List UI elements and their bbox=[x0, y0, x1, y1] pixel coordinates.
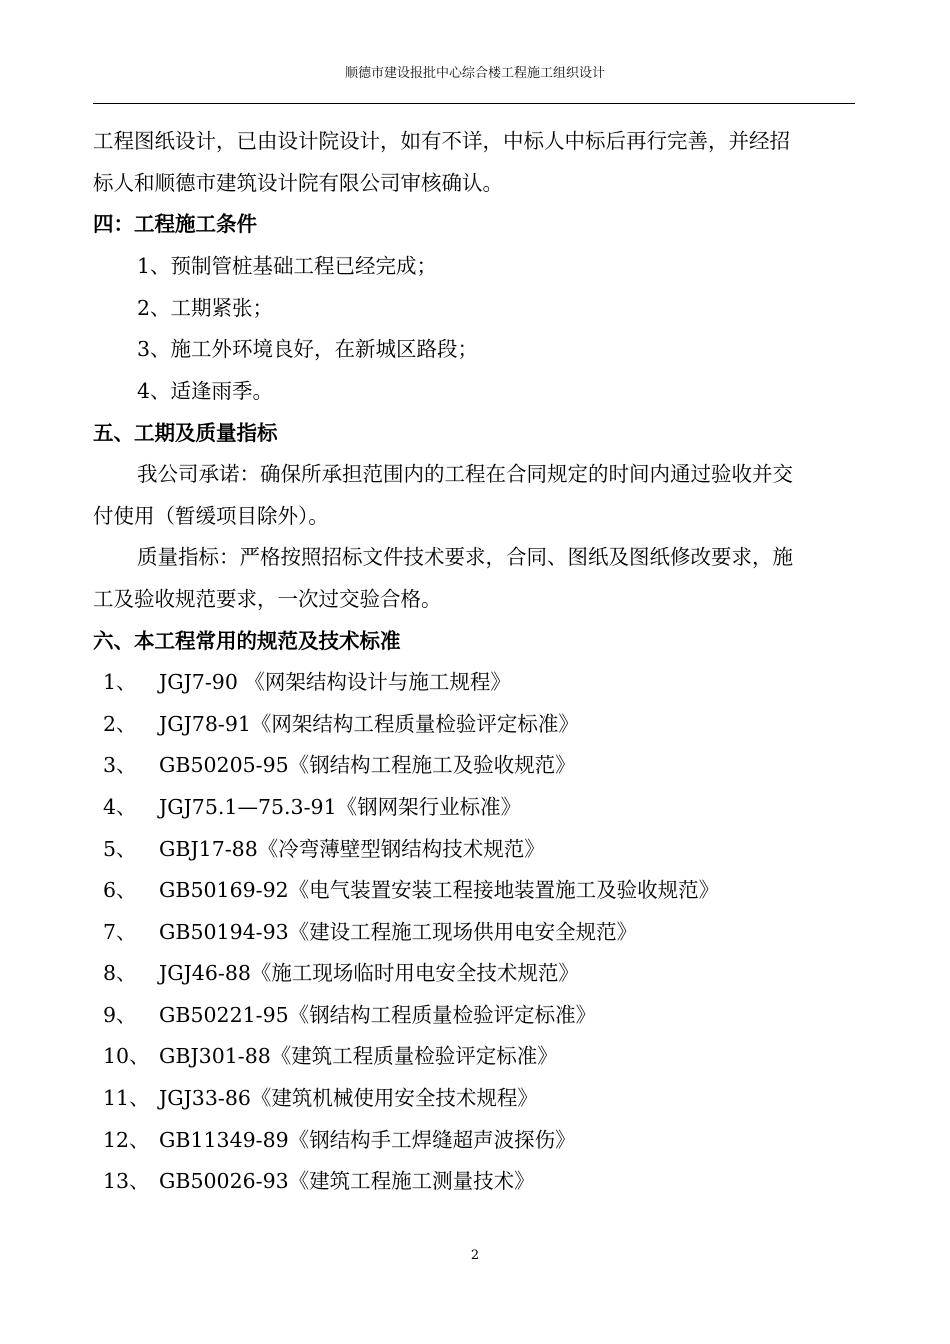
list-item-number: 11、 bbox=[103, 1086, 150, 1110]
condition-item: 2、工期紧张； bbox=[137, 296, 274, 320]
list-item-text: GB50194-93《建设工程施工现场供用电安全规范》 bbox=[159, 920, 638, 944]
list-item-text: JGJ46-88《施工现场临时用电安全技术规范》 bbox=[159, 961, 579, 985]
list-item-text: GBJ17-88《冷弯薄壁型钢结构技术规范》 bbox=[159, 837, 545, 861]
list-item-number: 6、 bbox=[103, 878, 137, 902]
condition-item: 1、预制管桩基础工程已经完成； bbox=[137, 254, 438, 278]
list-item-number: 1、 bbox=[103, 670, 137, 694]
condition-item: 4、适逢雨季。 bbox=[137, 379, 274, 403]
commitment-line-1: 我公司承诺：确保所承担范围内的工程在合同规定的时间内通过验收并交 bbox=[137, 462, 793, 486]
list-item-text: GB50205-95《钢结构工程施工及验收规范》 bbox=[159, 753, 576, 777]
intro-line-2: 标人和顺德市建筑设计院有限公司审核确认。 bbox=[93, 171, 503, 195]
list-item-number: 2、 bbox=[103, 712, 137, 736]
list-item-number: 10、 bbox=[103, 1044, 150, 1068]
quality-line-2: 工及验收规范要求，一次过交验合格。 bbox=[93, 587, 442, 611]
document-title: 顺德市建设报批中心综合楼工程施工组织设计 bbox=[344, 66, 605, 81]
commitment-line-2: 付使用（暂缓项目除外）。 bbox=[93, 504, 329, 528]
list-item-number: 8、 bbox=[103, 961, 137, 985]
list-item-number: 3、 bbox=[103, 753, 137, 777]
list-item-text: GB11349-89《钢结构手工焊缝超声波探伤》 bbox=[159, 1128, 576, 1152]
list-item-number: 12、 bbox=[103, 1128, 150, 1152]
section-6-heading: 六、本工程常用的规范及技术标准 bbox=[93, 629, 401, 653]
list-item-number: 4、 bbox=[103, 795, 137, 819]
list-item-text: GB50026-93《建筑工程施工测量技术》 bbox=[159, 1169, 535, 1193]
list-item-text: JGJ33-86《建筑机械使用安全技术规程》 bbox=[159, 1086, 538, 1110]
list-item-number: 9、 bbox=[103, 1003, 137, 1027]
list-item-text: JGJ7-90 《网架结构设计与施工规程》 bbox=[159, 670, 511, 694]
header-divider bbox=[93, 103, 855, 104]
list-item-number: 7、 bbox=[103, 920, 137, 944]
list-item-text: GB50221-95《钢结构工程质量检验评定标准》 bbox=[159, 1003, 597, 1027]
list-item-text: JGJ75.1—75.3-91《钢网架行业标准》 bbox=[159, 795, 522, 819]
list-item-text: GB50169-92《电气装置安装工程接地装置施工及验收规范》 bbox=[159, 878, 720, 902]
intro-line-1: 工程图纸设计，已由设计院设计，如有不详，中标人中标后再行完善，并经招 bbox=[93, 129, 790, 153]
list-item-text: JGJ78-91《网架结构工程质量检验评定标准》 bbox=[159, 712, 579, 736]
list-item-text: GBJ301-88《建筑工程质量检验评定标准》 bbox=[159, 1044, 558, 1068]
page-number: 2 bbox=[470, 1248, 480, 1263]
section-4-heading: 四：工程施工条件 bbox=[93, 212, 257, 236]
section-5-heading: 五、工期及质量指标 bbox=[93, 421, 278, 445]
condition-item: 3、施工外环境良好，在新城区路段； bbox=[137, 337, 479, 361]
list-item-number: 5、 bbox=[103, 837, 137, 861]
quality-line-1: 质量指标：严格按照招标文件技术要求，合同、图纸及图纸修改要求，施 bbox=[137, 545, 793, 569]
list-item-number: 13、 bbox=[103, 1169, 150, 1193]
